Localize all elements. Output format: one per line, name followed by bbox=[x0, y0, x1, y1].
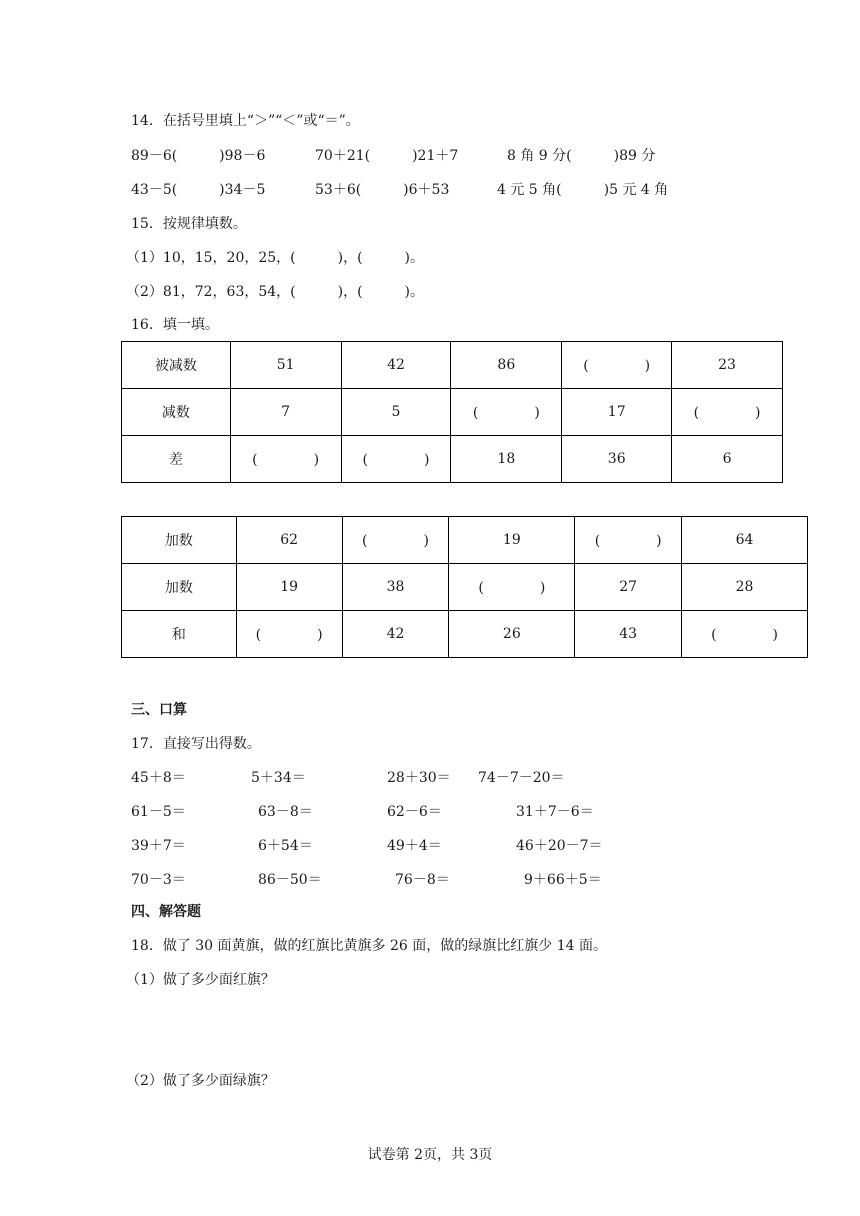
q15-title: 15．按规律填数。 bbox=[131, 216, 247, 232]
arithmetic-item: 61－5＝ bbox=[131, 804, 186, 820]
table-cell: 23 bbox=[672, 342, 783, 389]
section-heading-word-problems: 四、解答题 bbox=[131, 904, 201, 920]
q14-title: 14．在括号里填上“＞”“＜”或“＝”。 bbox=[131, 113, 360, 129]
table-cell: 19 bbox=[449, 517, 575, 564]
row-header-difference: 差 bbox=[122, 436, 231, 483]
arithmetic-item: 39＋7＝ bbox=[131, 838, 186, 854]
arithmetic-item: 45＋8＝ bbox=[131, 770, 186, 786]
blank-cell[interactable]: ( ) bbox=[230, 436, 341, 483]
q15-line-1: （1）10，15，20，25，( )，( )。 bbox=[126, 250, 425, 266]
table-cell: 42 bbox=[342, 611, 449, 658]
arithmetic-item: 76－8＝ bbox=[395, 872, 450, 888]
table-cell: 86 bbox=[451, 342, 562, 389]
arithmetic-item: 46＋20－7＝ bbox=[516, 838, 603, 854]
row-header-subtrahend: 减数 bbox=[122, 389, 231, 436]
table-cell: 26 bbox=[449, 611, 575, 658]
q17-title: 17．直接写出得数。 bbox=[131, 736, 261, 752]
arithmetic-item: 86－50＝ bbox=[258, 872, 322, 888]
table-cell: 6 bbox=[672, 436, 783, 483]
table-cell: 64 bbox=[682, 517, 808, 564]
q14-item-4: 43－5( )34－5 bbox=[131, 182, 266, 198]
arithmetic-item: 62－6＝ bbox=[387, 804, 442, 820]
blank-cell[interactable]: ( ) bbox=[575, 517, 682, 564]
table-cell: 5 bbox=[341, 389, 451, 436]
blank-cell[interactable]: ( ) bbox=[342, 517, 449, 564]
arithmetic-item: 63－8＝ bbox=[258, 804, 313, 820]
blank-cell[interactable]: ( ) bbox=[449, 564, 575, 611]
table-cell: 7 bbox=[230, 389, 341, 436]
q14-item-1: 89－6( )98－6 bbox=[131, 148, 266, 164]
arithmetic-item: 9＋66＋5＝ bbox=[524, 872, 602, 888]
blank-cell[interactable]: ( ) bbox=[451, 389, 562, 436]
table-row bbox=[122, 517, 808, 564]
blank-cell[interactable]: ( ) bbox=[341, 436, 451, 483]
q16-title: 16．填一填。 bbox=[131, 317, 219, 333]
table-cell: 38 bbox=[342, 564, 449, 611]
arithmetic-item: 28＋30＝ bbox=[387, 770, 451, 786]
q18-part-2: （2）做了多少面绿旗？ bbox=[126, 1073, 275, 1089]
q18-title: 18．做了 30 面黄旗，做的红旗比黄旗多 26 面，做的绿旗比红旗少 14 面。 bbox=[131, 938, 607, 954]
addition-table bbox=[121, 516, 808, 658]
q18-part-1: （1）做了多少面红旗？ bbox=[126, 972, 275, 988]
table-cell: 27 bbox=[575, 564, 682, 611]
q14-item-2: 70＋21( )21＋7 bbox=[315, 148, 459, 164]
row-header-sum: 和 bbox=[122, 611, 237, 658]
arithmetic-item: 31＋7－6＝ bbox=[516, 804, 594, 820]
arithmetic-item: 74－7－20＝ bbox=[478, 770, 565, 786]
table-cell: 43 bbox=[575, 611, 682, 658]
arithmetic-item: 5＋34＝ bbox=[251, 770, 306, 786]
table-cell: 62 bbox=[236, 517, 342, 564]
blank-cell[interactable]: ( ) bbox=[682, 611, 808, 658]
arithmetic-item: 70－3＝ bbox=[131, 872, 186, 888]
table-row bbox=[122, 342, 783, 389]
blank-cell[interactable]: ( ) bbox=[562, 342, 672, 389]
table-row bbox=[122, 611, 808, 658]
blank-cell[interactable]: ( ) bbox=[672, 389, 783, 436]
row-header-addend: 加数 bbox=[122, 564, 237, 611]
arithmetic-item: 6＋54＝ bbox=[258, 838, 313, 854]
arithmetic-item: 49＋4＝ bbox=[387, 838, 442, 854]
table-cell: 18 bbox=[451, 436, 562, 483]
table-cell: 28 bbox=[682, 564, 808, 611]
table-cell: 19 bbox=[236, 564, 342, 611]
table-row bbox=[122, 436, 783, 483]
q14-item-5: 53＋6( )6＋53 bbox=[315, 182, 450, 198]
blank-cell[interactable]: ( ) bbox=[236, 611, 342, 658]
table-cell: 36 bbox=[562, 436, 672, 483]
row-header-minuend: 被减数 bbox=[122, 342, 231, 389]
table-cell: 42 bbox=[341, 342, 451, 389]
table-cell: 51 bbox=[230, 342, 341, 389]
row-header-addend: 加数 bbox=[122, 517, 237, 564]
page-footer: 试卷第 2页，共 3页 bbox=[367, 1147, 493, 1163]
table-cell: 17 bbox=[562, 389, 672, 436]
q14-item-3: 8 角 9 分( )89 分 bbox=[507, 148, 656, 164]
table-row bbox=[122, 564, 808, 611]
table-row bbox=[122, 389, 783, 436]
section-heading-mental-arithmetic: 三、口算 bbox=[131, 702, 187, 718]
q15-line-2: （2）81，72，63，54，( )，( )。 bbox=[126, 284, 425, 300]
q14-item-6: 4 元 5 角( )5 元 4 角 bbox=[497, 182, 669, 198]
subtraction-table bbox=[121, 341, 783, 483]
